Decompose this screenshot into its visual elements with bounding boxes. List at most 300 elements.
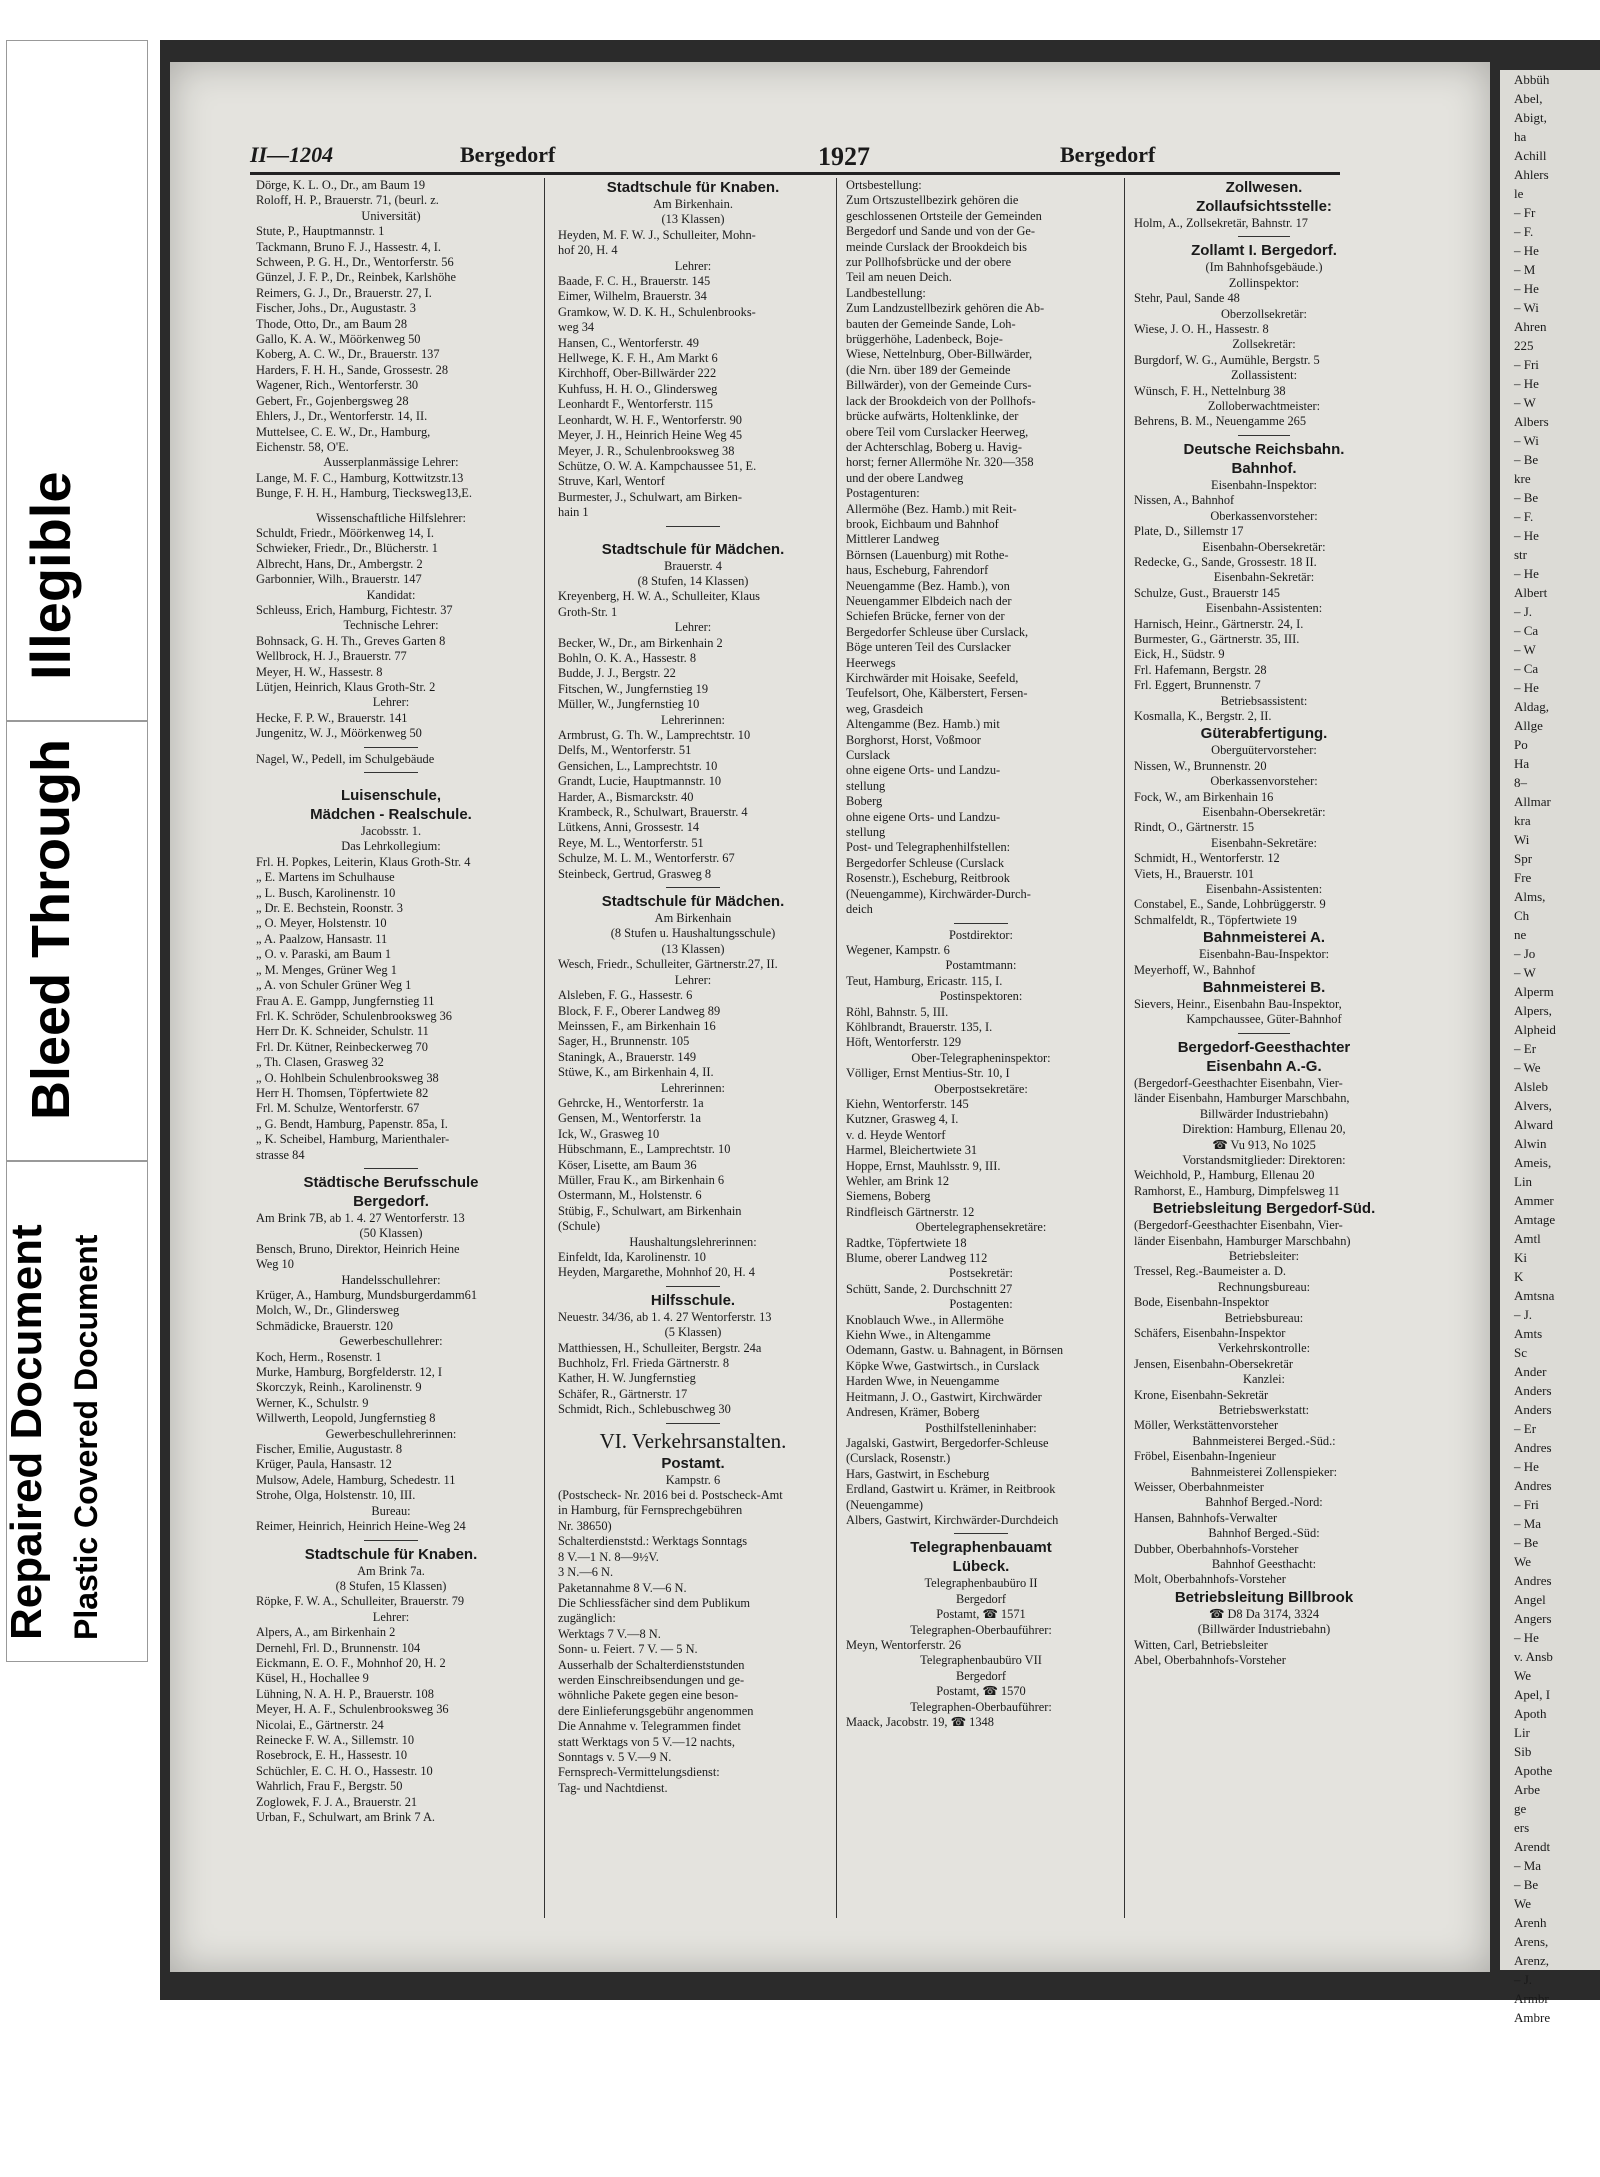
directory-entry: Werktags 7 V.—8 N. [558,1626,661,1641]
directory-entry: Sager, H., Brunnenstr. 105 [558,1034,690,1049]
directory-entry: Wellbrock, H. J., Brauerstr. 77 [256,649,407,664]
subheading: Rechnungsbureau: [1217,1279,1311,1294]
directory-entry: „ A. von Schuler Grüner Weg 1 [256,978,412,993]
page-header [250,140,1340,175]
directory-entry: Lühning, N. A. H. P., Brauerstr. 108 [256,1686,434,1701]
fragment-line: Arenh [1514,1915,1547,1930]
directory-entry: Urban, F., Schulwart, am Brink 7 A. [256,1810,435,1824]
directory-entry: Frau A. E. Gampp, Jungfernstieg 11 [256,993,435,1008]
fragment-line: – W [1514,395,1536,410]
directory-entry: Neuengammer Elbdeich nach der [846,593,1012,608]
directory-entry: Nissen, W., Brunnenstr. 20 [1134,758,1267,773]
directory-entry: Zum Landzustellbezirk gehören die Ab- [846,301,1045,316]
subheading: Lehrerinnen: [661,712,725,727]
directory-entry: Schiefen Brücke, ferner von der [846,609,1005,624]
column-1 [256,178,526,1938]
directory-entry: Leonhardt, W. H. F., Wentorferstr. 90 [558,412,742,427]
directory-entry: Kiehn, Wentorferstr. 145 [846,1096,969,1111]
section-rule [558,1418,828,1428]
directory-entry: brook, Eichbaum und Bahnhof [846,516,999,531]
directory-entry: Reimers, G. J., Dr., Brauerstr. 27, I. [256,285,432,300]
fragment-line: Fre [1514,870,1532,885]
fragment-line: – He [1514,566,1539,581]
directory-entry: „ O. Hohlbein Schulenbrooksweg 38 [256,1070,439,1085]
directory-entry: Gramkow, W. D. K. H., Schulenbrooks- [558,304,756,319]
directory-entry: Bergedorfer Schleuse über Curslack, [846,624,1029,639]
directory-entry: bauten der Gemeinde Sande, Loh- [846,316,1016,331]
directory-entry: Meyerhoff, W., Bahnhof [1134,962,1256,977]
fragment-line: Alpheid [1514,1022,1556,1037]
subheading: Gewerbeschullehrerinnen: [325,1426,457,1441]
directory-entry: (Neuengamme), Kirchwärder-Durch- [846,886,1031,901]
fragment-line: – F. [1514,224,1534,239]
directory-entry: „ M. Menges, Grüner Weg 1 [256,962,397,977]
section-rule [558,882,828,892]
directory-entry: dere Einlieferungsgebühr angenommen [558,1703,754,1718]
directory-entry: Möller, Werkstättenvorsteher [1134,1418,1279,1433]
repaired-document-label: Repaired Document [2,1224,51,1640]
subheading: Am Birkenhain [654,911,732,926]
directory-entry: Boberg [846,794,883,809]
fragment-line: Amtl [1514,1231,1541,1246]
directory-entry: Weichhold, P., Hamburg, Ellenau 20 [1134,1168,1315,1183]
directory-entry: Post- und Telegraphenhilfstellen: [846,840,1011,855]
directory-entry: „ Th. Clasen, Grasweg 32 [256,1055,384,1070]
directory-entry: Hübschmann, E., Lamprechtstr. 10 [558,1142,731,1157]
column-2 [558,178,828,1938]
fragment-line: Lin [1514,1174,1533,1189]
scanned-page-frame [160,40,1600,2025]
directory-entry: Willwerth, Leopold, Jungfernstieg 8 [256,1411,436,1426]
subheading: Ausserplanmässige Lehrer: [323,455,459,470]
subheading: Billwärder Industriebahn) [1199,1106,1329,1121]
fragment-line: Ameis, [1514,1155,1552,1170]
directory-entry: Curslack [846,748,891,763]
directory-entry: Budde, J. J., Bergstr. 22 [558,666,676,681]
fragment-line: We [1514,1554,1531,1569]
fragment-line: – Ma [1514,1858,1542,1873]
subheading: Direktion: Hamburg, Ellenau 20, [1182,1122,1346,1137]
directory-entry: Krüger, Paula, Hansastr. 12 [256,1457,392,1472]
fragment-line: – Er [1514,1421,1537,1436]
fragment-line: Anders [1514,1383,1552,1398]
directory-entry: Kather, H. W. Jungfernstieg [558,1371,696,1386]
fragment-line: – Be [1514,1877,1539,1892]
directory-entry: Bohnsack, G. H. Th., Greves Garten 8 [256,633,446,648]
directory-entry: Weisser, Oberbahnmeister [1134,1480,1264,1495]
subheading: Oberpostsekretäre: [934,1081,1028,1096]
fragment-line: Ch [1514,908,1530,923]
fragment-line: Sib [1514,1744,1532,1759]
directory-entry: Harnisch, Heinr., Gärtnerstr. 24, I. [1134,616,1304,631]
directory-entry: Hansen, Bahnhofs-Verwalter [1134,1510,1278,1525]
subheading: Universität) [361,208,421,223]
subheading: (5 Klassen) [664,1325,722,1340]
subheading: Vorstandsmitglieder: Direktoren: [1182,1152,1346,1167]
directory-entry: Matthiessen, H., Schulleiter, Bergstr. 24a [558,1340,762,1355]
subheading: Lehrerinnen: [661,1080,725,1095]
subheading: (13 Klassen) [661,212,725,227]
subheading: Bahnhof Berged.-Nord: [1205,1495,1323,1510]
directory-entry: Eickmann, E. O. F., Mohnhof 20, H. 2 [256,1655,446,1670]
fragment-line: Amts [1514,1326,1543,1341]
header-place-left: Bergedorf [460,142,556,167]
section-heading: Bergedorf. [353,1192,429,1210]
directory-entry: Wesch, Friedr., Schulleiter, Gärtnerstr.27, II. [558,957,778,972]
directory-entry: Kuhfuss, H. H. O., Glindersweg [558,381,718,396]
directory-entry: Allermöhe (Bez. Hamb.) mit Reit- [846,501,1017,516]
directory-entry: Fock, W., am Birkenhain 16 [1134,789,1274,804]
directory-entry: weg 34 [558,320,595,335]
fragment-line: ge [1514,1801,1527,1816]
subheading: Haushaltungslehrerinnen: [629,1234,757,1249]
directory-entry: Eimer, Wilhelm, Brauerstr. 34 [558,289,707,304]
spacer [256,777,526,786]
subheading: Telegraphenbaubüro II [924,1576,1038,1591]
directory-entry: Stüwe, K., am Birkenhain 4, II. [558,1065,714,1080]
subheading: Postamt, ☎ 1570 [936,1684,1026,1699]
subheading: Bahnmeisterei Zollenspieker: [1190,1464,1338,1479]
directory-entry: Rosenstr.), Escheburg, Reitbrook [846,871,1010,886]
directory-entry: und der obere Landweg [846,470,964,485]
fragment-line: Lir [1514,1725,1530,1740]
fragment-line: Spr [1514,851,1533,866]
directory-entry: Frl. Hafemann, Bergstr. 28 [1134,662,1267,677]
subheading: Bahnhof Geesthacht: [1211,1557,1317,1572]
directory-entry: Zoglowek, F. J. A., Brauerstr. 21 [256,1794,418,1809]
directory-entry: Heyden, Margarethe, Mohnhof 20, H. 4 [558,1265,755,1280]
subheading: Telegraphen-Oberbauführer: [910,1622,1052,1637]
subheading: Bergedorf [955,1591,1006,1606]
section-heading: Mädchen - Realschule. [310,806,472,824]
fragment-line: – J. [1514,1972,1533,1987]
fragment-line: Amtsna [1514,1288,1555,1303]
directory-entry: brücke aufwärts, Holtenklinke, der [846,409,1019,424]
directory-entry: Schalterdienststd.: Werktags Sonntags [558,1534,748,1549]
directory-entry: „ Dr. E. Bechstein, Roonstr. 3 [256,901,403,916]
fragment-line: We [1514,1668,1531,1683]
subheading: Kanzlei: [1243,1372,1285,1387]
directory-entry: Koberg, A. C. W., Dr., Brauerstr. 137 [256,347,440,362]
directory-entry: Teil am neuen Deich. [846,270,952,285]
directory-entry: Fischer, Emilie, Augustastr. 8 [256,1442,403,1457]
column-divider [544,178,545,1918]
section-heading: Telegraphenbauamt [910,1539,1052,1557]
subheading: Lehrer: [674,620,712,635]
plastic-covered-label: Plastic Covered Document [68,1234,104,1640]
fragment-line: – Be [1514,1535,1539,1550]
subheading: Brauerstr. 4 [664,558,722,573]
directory-entry: Bensch, Bruno, Direktor, Heinrich Heine [256,1241,460,1256]
section-heading: Hilfsschule. [650,1291,736,1309]
section-rule [1134,1028,1394,1038]
directory-entry: Rindfleisch Gärtnerstr. 12 [846,1204,975,1219]
directory-entry: Werner, K., Schulstr. 9 [256,1395,369,1410]
directory-entry: zur Pollhofsbrücke und der obere [846,255,1012,270]
directory-entry: Meyer, H. W., Hassestr. 8 [256,664,383,679]
directory-entry: Die Schliessfächer sind dem Publikum [558,1595,751,1610]
subheading: Wissenschaftliche Hilfslehrer: [316,510,466,525]
fragment-line: – Jo [1514,946,1536,961]
directory-entry: Ehlers, J., Dr., Wentorferstr. 14, II. [256,409,428,424]
section-rule [1134,430,1394,440]
directory-entry: Schmädicke, Brauerstr. 120 [256,1318,393,1333]
fragment-line: ers [1514,1820,1530,1835]
subheading: Obertelegraphensekretäre: [915,1220,1047,1235]
directory-entry: weg, Grasdeich [846,701,924,716]
directory-entry: Witten, Carl, Betriebsleiter [1134,1637,1268,1652]
section-rule [256,767,526,777]
subheading: Kampchaussee, Güter-Bahnhof [1186,1012,1342,1027]
directory-entry: Armbrust, G. Th. W., Lamprechtstr. 10 [558,728,751,742]
fragment-line: kra [1514,813,1531,828]
fragment-line: 8– [1514,775,1527,790]
section-heading: Städtische Berufsschule [303,1173,479,1191]
directory-entry: Schulze, M. L. M., Wentorferstr. 67 [558,851,735,866]
directory-entry: Röhl, Bahnstr. 5, III. [846,1004,949,1019]
fragment-line: Abigt, [1514,110,1547,125]
fragment-line: Aldag, [1514,699,1550,714]
subheading: Zolloberwachtmeister: [1207,399,1321,414]
directory-entry: Neuestr. 34/36, ab 1. 4. 27 Wentorferstr. 13 [558,1309,772,1324]
directory-entry: Albrecht, Hans, Dr., Ambergstr. 2 [256,556,423,571]
directory-entry: 3 N.—6 N. [558,1565,614,1580]
directory-entry: Molch, W., Dr., Glindersweg [256,1303,400,1318]
directory-entry: Baade, F. C. H., Brauerstr. 145 [558,274,711,289]
directory-entry: Nr. 38650) [558,1518,612,1533]
directory-entry: Billwärder), von der Gemeinde Curs- [846,378,1032,393]
directory-entry: Kirchhoff, Ober-Billwärder 222 [558,366,717,381]
directory-entry: Lütkens, Anni, Grossestr. 14 [558,820,700,835]
section-heading: Lübeck. [952,1558,1010,1576]
directory-entry: Schmidt, Rich., Schlebuschweg 30 [558,1402,731,1417]
directory-entry: Teut, Hamburg, Ericastr. 115, I. [846,973,1003,988]
directory-entry: Tag- und Nachtdienst. [558,1780,668,1795]
subheading: Am Birkenhain. [653,197,733,211]
fragment-line: – Fr [1514,205,1536,220]
directory-entry: wöhnliche Pakete gegen eine beson- [558,1688,739,1703]
directory-entry: Holm, A., Zollsekretär, Bahnstr. 17 [1134,216,1308,230]
directory-page [170,62,1490,1972]
directory-entry: Schween, P. G. H., Dr., Wentorferstr. 56 [256,255,454,270]
directory-entry: Muttelsee, C. E. W., Dr., Hamburg, [256,424,431,439]
section-heading: Luisenschule, [340,787,442,805]
directory-entry: Fischer, Johs., Dr., Augustastr. 3 [256,301,416,316]
directory-entry: Heitmann, J. O., Gastwirt, Kirchwärder [846,1389,1042,1404]
directory-entry: Neuengamme (Bez. Hamb.), von [846,578,1010,593]
directory-entry: Frl. Dr. Kütner, Reinbeckerweg 70 [256,1039,428,1054]
directory-entry: Wagener, Rich., Wentorferstr. 30 [256,378,419,393]
fragment-line: We [1514,1896,1531,1911]
fragment-line: ha [1514,129,1527,144]
subheading: Bergedorf [955,1668,1006,1683]
directory-entry: Buchholz, Frl. Frieda Gärtnerstr. 8 [558,1356,730,1371]
fragment-line: Alpers, [1514,1003,1552,1018]
section-heading: VI. Verkehrsanstalten. [599,1428,787,1453]
fragment-line: Apoth [1514,1706,1547,1721]
directory-entry: Roloff, H. P., Brauerstr. 71, (beurl. z. [256,193,439,208]
section-heading: Stadtschule für Knaben. [606,179,780,196]
directory-entry: Sonntags v. 5 V.—9 N. [558,1749,672,1764]
directory-entry: hof 20, H. 4 [558,243,618,258]
fragment-line: Ha [1514,756,1530,771]
directory-entry: Hoppe, Ernst, Mauhlsstr. 9, III. [846,1158,1001,1173]
fragment-line: Abel, [1514,91,1543,106]
fragment-line: Arendt [1514,1839,1551,1854]
subheading: Bureau: [371,1503,411,1518]
directory-entry: Wahrlich, Frau F., Bergstr. 50 [256,1779,403,1794]
directory-entry: Zum Ortszustellbezirk gehören die [846,193,1019,208]
fragment-line: Sc [1514,1345,1527,1360]
directory-entry: Alpers, A., am Birkenhain 2 [256,1625,396,1640]
directory-entry: Albers, Gastwirt, Kirchwärder-Durchdeich [846,1512,1059,1527]
directory-entry: hain 1 [558,505,589,520]
directory-entry: Wiese, Nettelnburg, Ober-Billwärder, [846,347,1033,362]
fragment-line: kre [1514,471,1531,486]
directory-entry: Meyer, H. A. F., Schulenbrooksweg 36 [256,1702,449,1717]
directory-entry: Köpke Wwe, Gastwirtsch., in Curslack [846,1358,1040,1373]
directory-entry: Jungenitz, W. J., Möörkenweg 50 [256,726,422,741]
directory-entry: ohne eigene Orts- und Landzu- [846,809,1001,824]
section-heading: Zollaufsichtsstelle: [1196,198,1332,215]
subheading: Betriebsleiter: [1228,1248,1300,1263]
directory-entry: Heyden, M. F. W. J., Schulleiter, Mohn- [558,227,756,242]
directory-entry: Knoblauch Wwe., in Allermöhe [846,1312,1004,1327]
directory-entry: Hecke, F. P. W., Brauerstr. 141 [256,710,408,725]
section-heading: Betriebsleitung Bergedorf-Süd. [1152,1200,1376,1218]
directory-entry: Sievers, Heinr., Eisenbahn Bau-Inspektor, [1134,997,1342,1012]
directory-entry: Reye, M. L., Wentorferstr. 51 [558,835,704,850]
directory-entry: Harden Wwe, in Neuengamme [846,1374,1000,1389]
directory-entry: Dörge, K. L. O., Dr., am Baum 19 [256,178,426,192]
directory-entry: in Hamburg, für Fernsprechgebühren [558,1503,743,1518]
fragment-line: – He [1514,1630,1539,1645]
directory-entry: Plate, D., Sillemstr 17 [1134,524,1244,539]
directory-entry: Mittlerer Landweg [846,532,940,547]
directory-entry: lack der Brookdeich von der Pollhofs- [846,393,1036,408]
subheading: Bahnmeisterei Berged.-Süd.: [1192,1433,1336,1448]
directory-entry: Wiese, J. O. H., Hassestr. 8 [1134,322,1269,337]
fragment-line: str [1514,547,1527,562]
subheading: Jacobsstr. 1. [360,824,422,839]
directory-entry: Hansen, C., Wentorferstr. 49 [558,335,699,350]
subheading: Lehrer: [372,695,410,710]
directory-entry: Krambeck, R., Schulwart, Brauerstr. 4 [558,805,748,820]
fragment-line: – J. [1514,604,1533,619]
fragment-line: Ki [1514,1250,1527,1265]
fragment-line: Armbr [1514,1991,1549,2006]
directory-entry: Schulze, Gust., Brauerstr 145 [1134,585,1280,600]
directory-entry: Wünsch, F. H., Nettelnburg 38 [1134,383,1286,398]
adjacent-page-fragment [1500,70,1600,2025]
fragment-line: le [1514,186,1524,201]
subheading: Ober-Telegrapheninspektor: [911,1050,1051,1065]
directory-entry: Ortsbestellung: [846,178,922,192]
directory-entry: Köser, Lisette, am Baum 36 [558,1157,697,1172]
directory-entry: Schäfers, Eisenbahn-Inspektor [1134,1325,1286,1340]
fragment-line: – Wi [1514,300,1539,315]
fragment-line: – Be [1514,490,1539,505]
fragment-line: – Er [1514,1041,1537,1056]
section-rule [846,1528,1116,1538]
section-heading: Stadtschule für Mädchen. [601,540,785,558]
fragment-line: K [1514,1269,1524,1284]
directory-entry: Nagel, W., Pedell, im Schulgebäude [256,751,435,766]
subheading: Postdirektor: [948,927,1014,942]
directory-entry: Schäfer, R., Gärtnerstr. 17 [558,1386,688,1401]
directory-entry: stellung [846,778,886,793]
directory-entry: Rosebrock, E. H., Hassestr. 10 [256,1748,408,1763]
subheading: (8 Stufen, 14 Klassen) [637,573,749,588]
directory-entry: Kutzner, Grasweg 4, I. [846,1112,959,1127]
directory-entry: strasse 84 [256,1147,305,1162]
directory-entry: (Postscheck- Nr. 2016 bei d. Postscheck-Amt [558,1488,783,1503]
column-divider [836,178,837,1918]
section-heading: Eisenbahn A.-G. [1206,1057,1322,1075]
fragment-line: Arenz, [1514,1953,1550,1968]
header-year: 1927 [818,142,870,171]
directory-entry: Murke, Hamburg, Borgfelderstr. 12, I [256,1365,443,1380]
fragment-line: – F. [1514,509,1534,524]
directory-entry: Hellwege, K. F. H., Am Markt 6 [558,351,718,366]
directory-entry: Köhlbrandt, Brauerstr. 135, I. [846,1019,993,1034]
directory-entry: Jensen, Eisenbahn-Obersekretär [1134,1356,1293,1371]
fragment-line: Angel [1514,1592,1546,1607]
directory-entry: Frl. K. Schröder, Schulenbrooksweg 36 [256,1008,453,1023]
fragment-line: Andres [1514,1440,1552,1455]
fragment-line: Andres [1514,1573,1552,1588]
directory-entry: haus, Escheburg, Fahrendorf [846,563,989,578]
directory-entry: (Bergedorf-Geesthachter Eisenbahn, Vier- [1134,1218,1343,1233]
directory-entry: Kiehn Wwe., in Altengamme [846,1328,991,1343]
directory-entry: Meyer, J. R., Schulenbrooksweg 38 [558,443,735,458]
directory-entry: ohne eigene Orts- und Landzu- [846,763,1001,778]
directory-entry: länder Eisenbahn, Hamburger Marschbahn) [1134,1233,1351,1248]
subheading: Betriebsassistent: [1220,693,1308,708]
directory-entry: Burgdorf, W. G., Aumühle, Bergstr. 5 [1134,352,1320,367]
directory-entry: Am Brink 7B, ab 1. 4. 27 Wentorferstr. 13 [256,1210,465,1225]
directory-entry: Hars, Gastwirt, in Escheburg [846,1466,990,1481]
directory-entry: Molt, Oberbahnhofs-Vorsteher [1134,1572,1286,1587]
subheading: Technische Lehrer: [343,618,439,633]
subheading: (50 Klassen) [359,1226,423,1241]
directory-entry: Paketannahme 8 V.—6 N. [558,1580,687,1595]
column-divider [1124,178,1125,1918]
subheading: Betriebsbureau: [1224,1310,1304,1325]
directory-entry: deich [846,902,873,917]
directory-entry: Fröbel, Eisenbahn-Ingenieur [1134,1449,1276,1464]
directory-entry: Block, F. F., Oberer Landweg 89 [558,1003,721,1018]
directory-entry: Bode, Eisenbahn-Inspektor [1134,1295,1269,1310]
directory-entry: Fitschen, W., Jungfernstieg 19 [558,681,709,696]
subheading: Am Brink 7a. [357,1563,425,1578]
directory-entry: Gensen, M., Wentorferstr. 1a [558,1111,701,1126]
directory-entry: Teufelsort, Ohe, Kälberstert, Fersen- [846,686,1028,701]
subheading: Handelsschullehrer: [341,1272,441,1287]
subheading: Postsekretär: [948,1266,1013,1281]
directory-entry: Krüger, A., Hamburg, Mundsburgerdamm61 [256,1288,478,1302]
directory-entry: Steinbeck, Gertrud, Grasweg 8 [558,866,712,881]
directory-entry: (Bergedorf-Geesthachter Eisenbahn, Vier- [1134,1075,1343,1090]
fragment-line: – Fri [1514,357,1539,372]
directory-entry: Erdland, Gastwirt u. Krämer, in Reitbrook [846,1482,1056,1497]
directory-entry: Andresen, Krämer, Boberg [846,1405,980,1420]
section-heading: Stadtschule für Knaben. [304,1545,478,1563]
directory-entry: „ E. Martens im Schulhause [256,870,395,885]
directory-entry: „ O. v. Paraski, am Baum 1 [256,947,392,962]
directory-entry: „ G. Bendt, Hamburg, Papenstr. 85a, I. [256,1116,448,1131]
directory-entry: Burmester, G., Gärtnerstr. 35, III. [1134,631,1300,646]
